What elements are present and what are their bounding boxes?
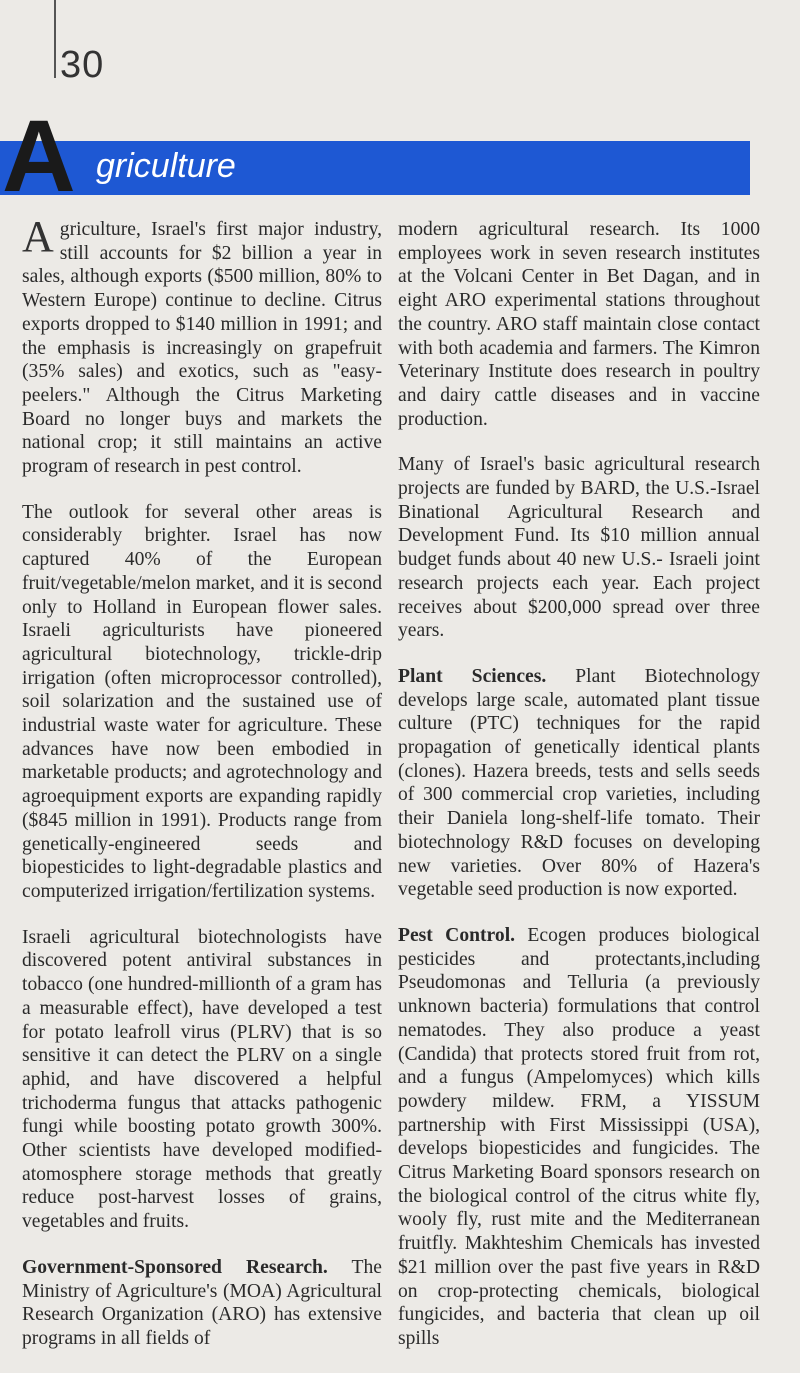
biotech-paragraph: Israeli agricultural biotechnologists have discovered potent antiviral substances in tobacco (one hundred-millionth of a gram has a measurable effect), have developed a test for potato leafroll virus (PLRV) that is so sensitive it can detect the PLRV on a single aphid, and have discovered a helpful trichoderma fungus that attacks pathogenic fungi while boosting potato growth 300%. Other scientists have developed modified-atomosphere storage methods that greatly reduce post-harvest losses of grains, vegetables and fruits. (22, 926, 382, 1233)
drop-cap: A (22, 212, 54, 261)
government-research-paragraph (22, 1256, 382, 1351)
pest-control-text: Ecogen produces biological pesticides and protectants,including Pseudomonas and Telluria (a previously unknown bacteria) formulations that control nematodes. They also produce a yeast (Candida) that protects stored fruit from rot, and a fungus (Ampelomyces) which kills powdery mildew. FRM, a YISSUM partnership with First Mississippi (USA), develops biopesticides and fungicides. The Citrus Marketing Board sponsors research on the biological control of the citrus white fly, wooly fly, rust mite and the Mediterranean fruitfly. Makhteshim Chemicals has invested $21 million over the past five years in R&D on crop-protecting chemicals, biological fungicides, and bacteria that clean up oil spills (398, 924, 760, 1349)
page-number-rule (54, 0, 56, 78)
page-number: 30 (60, 44, 105, 86)
plant-sciences-heading: Plant Sciences. (398, 665, 547, 687)
pest-control-heading: Pest Control. (398, 924, 516, 946)
government-research-heading: Government-Sponsored Research. (22, 1256, 328, 1278)
pest-control-paragraph (398, 924, 760, 1351)
outlook-paragraph: The outlook for several other areas is considerably brighter. Israel has now captured 40% of the European fruit/vegetable/melon market, and it is second only to Holland in European flower sales. Israeli agriculturists have pioneered agricultural biotechnology, trickle-drip irrigation (often microprocessor controlled), soil solarization and the sustained use of industrial waste water for agriculture. These advances have now been embodied in marketable products; and agrotechnology and agroequipment exports are expanding rapidly ($845 million in 1991). Products range from genetically-engineered seeds and biopesticides to light-degradable plastics and computerized irrigation/fertilization systems. (22, 501, 382, 902)
bard-paragraph: Many of Israel's basic agricultural research projects are funded by BARD, the U.S.-Israel Binational Agricultural Research and Development Fund. Its $10 million annual budget funds about 40 new U.S.- Israeli joint research projects each year. Each project receives about $200,000 spread over three years. (398, 454, 760, 642)
section-title: griculture (96, 147, 236, 185)
plant-sciences-text: Plant Biotechnology develops large scale, automated plant tissue culture (PTC) techniques for the rapid propagation of genetically identical plants (clones). Hazera breeds, tests and sells seeds of 300 commercial crop varieties, including their Daniela long-shelf-life tomato. Their biotechnology R&D focuses on developing new varieties. Over 80% of Hazera's vegetable seed production is now exported. (398, 665, 760, 901)
aro-paragraph: modern agricultural research. Its 1000 employees work in seven research institutes at the Volcani Center in Bet Dagan, and in eight ARO experimental stations throughout the country. ARO staff maintain close contact with both academia and farmers. The Kimron Veterinary Institute does research in poultry and dairy cattle diseases and in vaccine production. (398, 219, 760, 430)
plant-sciences-paragraph (398, 665, 760, 902)
intro-paragraph (22, 212, 382, 479)
left-column (22, 212, 382, 1373)
intro-paragraph-text: griculture, Israel's first major industry, still accounts for $2 billion a year in sales, although exports ($500 million, 80% to Western Europe) continue to decline. Citrus exports dropped to $140 million in 1991; and the emphasis is increasingly on grapefruit (35% sales) and exotics, such as "easy-peelers." Although the Citrus Marketing Board no longer buys and markets the national crop; it still maintains an active program of research in pest control. (22, 219, 382, 478)
right-column (398, 218, 760, 1373)
section-title-initial: A (2, 99, 76, 213)
government-research-text: The Ministry of Agriculture's (MOA) Agricultural Research Organization (ARO) has extensive programs in all fields of (22, 1256, 382, 1349)
